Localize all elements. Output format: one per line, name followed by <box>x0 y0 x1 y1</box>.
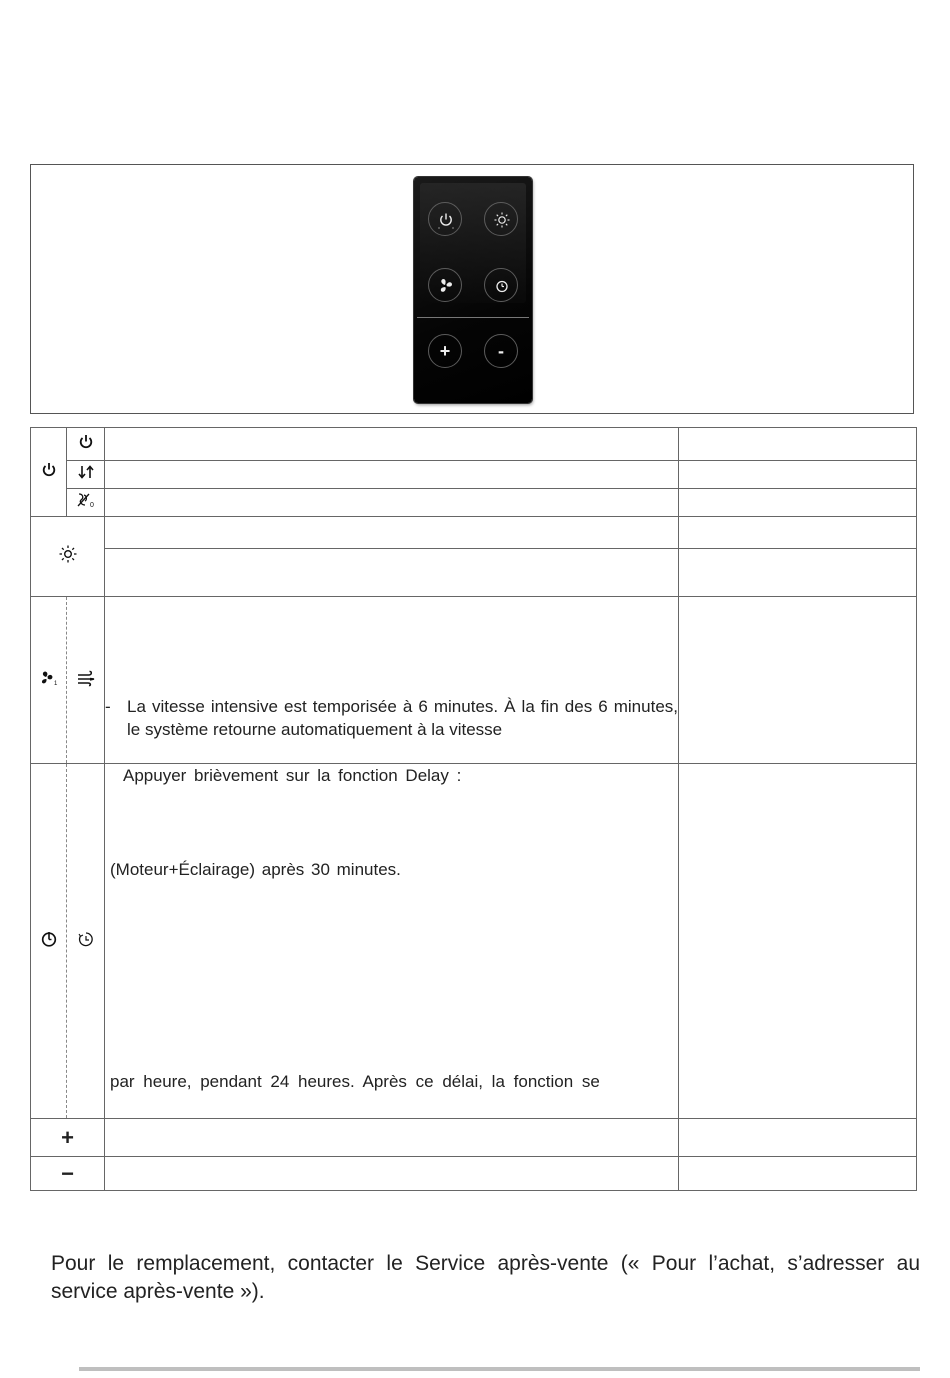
remark-cell <box>679 489 917 517</box>
delay-clock-icon <box>77 930 95 948</box>
replacement-note: Pour le remplacement, contacter le Service après-vente (« Pour l’achat, s’adresser au service après-vente »). <box>51 1252 920 1303</box>
description-cell <box>105 461 679 489</box>
plus-symbol: + <box>31 1119 105 1157</box>
remark-cell <box>679 517 917 549</box>
timer-icon <box>485 269 519 303</box>
power-icon <box>77 433 95 451</box>
table-row <box>31 597 917 764</box>
table-row <box>31 428 917 461</box>
bullet-marker: - <box>105 697 111 716</box>
remote-divider <box>417 317 529 318</box>
description-cell <box>105 1119 679 1157</box>
light-icon <box>58 544 78 564</box>
fan-icon <box>38 669 60 687</box>
table-row <box>31 517 917 549</box>
remote-power-button <box>428 202 462 236</box>
table-row <box>31 1157 917 1191</box>
delay-line-1: Appuyer brièvement sur la fonction Delay : <box>123 766 462 785</box>
power-icon <box>429 203 463 237</box>
remote-plus-label: + <box>439 341 451 361</box>
fan-icon-cell <box>31 597 67 764</box>
remote-minus-button <box>484 334 518 368</box>
minus-symbol: − <box>31 1157 105 1191</box>
remark-cell <box>679 1157 917 1191</box>
timer-icon <box>40 930 58 948</box>
remote-minus-label: - <box>498 341 504 361</box>
remark-cell <box>679 764 917 1119</box>
speed-note-text: La vitesse intensive est temporisée à 6 minutes. À la fin des 6 minutes, le système retourne automatiquement à la vitesse <box>127 697 678 739</box>
airflow-subicon-cell <box>67 461 105 489</box>
table-row <box>31 549 917 597</box>
description-cell <box>105 597 679 764</box>
table-row <box>31 461 917 489</box>
light-icon <box>485 203 519 237</box>
delay-icon-cell <box>67 764 105 1119</box>
table-row <box>31 764 917 1119</box>
description-cell <box>105 764 679 1119</box>
description-cell <box>105 1157 679 1191</box>
remote-light-button <box>484 202 518 236</box>
speed-note <box>105 695 678 741</box>
timer-icon-cell <box>31 764 67 1119</box>
description-cell <box>105 549 679 597</box>
remark-cell <box>679 1119 917 1157</box>
remark-cell <box>679 428 917 461</box>
svg-text:0: 0 <box>89 502 94 508</box>
table-row <box>31 489 917 517</box>
light-group-cell <box>31 517 105 597</box>
remote-plus-button <box>428 334 462 368</box>
power-group-cell <box>31 428 67 517</box>
delay-line-3: par heure, pendant 24 heures. Après ce délai, la fonction se <box>110 1072 600 1091</box>
boost-icon-cell <box>67 597 105 764</box>
remark-cell <box>679 461 917 489</box>
remote-timer-button <box>484 268 518 302</box>
remark-cell <box>679 597 917 764</box>
remote-control <box>414 177 532 403</box>
functions-table <box>30 427 917 1191</box>
delay-line-2: (Moteur+Éclairage) après 30 minutes. <box>110 860 401 879</box>
filter-off-icon <box>75 492 97 508</box>
filter-subicon-cell <box>67 489 105 517</box>
table-row <box>31 1119 917 1157</box>
remote-fan-button <box>428 268 462 302</box>
description-cell <box>105 428 679 461</box>
description-cell <box>105 517 679 549</box>
remark-cell <box>679 549 917 597</box>
power-icon <box>40 461 58 479</box>
description-cell <box>105 489 679 517</box>
boost-wind-icon <box>75 669 97 687</box>
power-subicon-cell <box>67 428 105 461</box>
svg-text:1: 1 <box>53 680 57 687</box>
fan-icon <box>429 269 463 303</box>
up-down-arrows-icon <box>76 464 96 480</box>
footer-rule <box>79 1367 920 1371</box>
